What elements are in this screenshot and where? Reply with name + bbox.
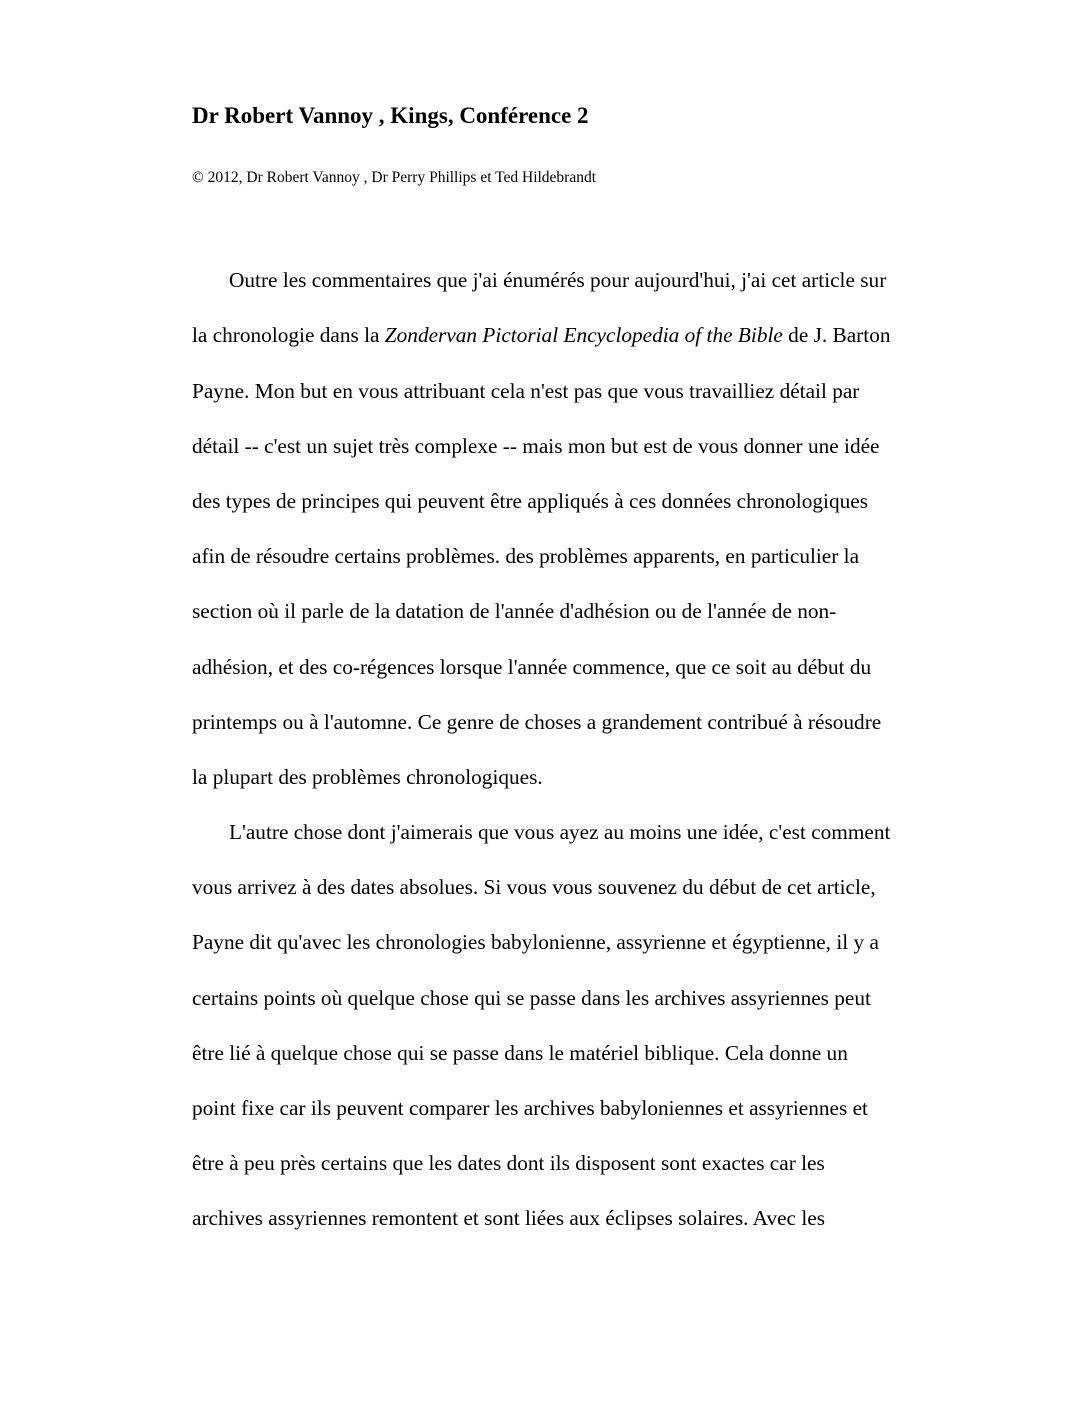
text-line: point fixe car ils peuvent comparer les archives babyloniennes et assyriennes et — [192, 1096, 868, 1120]
text-line: Payne. Mon but en vous attribuant cela n'est pas que vous travailliez détail par — [192, 379, 860, 403]
text-line: adhésion, et des co-régences lorsque l'année commence, que ce soit au début du — [192, 655, 872, 679]
text-line: être lié à quelque chose qui se passe dans le matériel biblique. Cela donne un — [192, 1041, 848, 1065]
text-line: certains points où quelque chose qui se passe dans les archives assyriennes peut — [192, 986, 871, 1010]
text-line — [192, 320, 891, 350]
text-line: des types de principes qui peuvent être appliqués à ces données chronologiques — [192, 489, 868, 513]
text-line: Outre les commentaires que j'ai énumérés pour aujourd'hui, j'ai cet article sur — [229, 268, 887, 292]
text-line: afin de résoudre certains problèmes. des problèmes apparents, en particulier la — [192, 544, 860, 568]
text-line: printemps ou à l'automne. Ce genre de choses a grandement contribué à résoudre — [192, 710, 882, 734]
text-line: L'autre chose dont j'aimerais que vous ayez au moins une idée, c'est comment — [229, 820, 891, 844]
text-line: section où il parle de la datation de l'année d'adhésion ou de l'année de non- — [192, 599, 837, 623]
text-line: archives assyriennes remontent et sont liées aux éclipses solaires. Avec les — [192, 1206, 825, 1230]
text-line: être à peu près certains que les dates dont ils disposent sont exactes car les — [192, 1151, 825, 1175]
text-line: la plupart des problèmes chronologiques. — [192, 765, 543, 789]
book-title: Zondervan Pictorial Encyclopedia of the Bible — [384, 323, 783, 347]
text-segment: de J. Barton — [782, 323, 891, 347]
text-line: détail -- c'est un sujet très complexe -- mais mon but est de vous donner une idée — [192, 434, 880, 458]
text-line: vous arrivez à des dates absolues. Si vous vous souvenez du début de cet article, — [192, 875, 876, 899]
text-line: Payne dit qu'avec les chronologies babylonienne, assyrienne et égyptienne, il y a — [192, 930, 879, 954]
document-title: Dr Robert Vannoy , Kings, Conférence 2 — [192, 103, 589, 128]
copyright-line: © 2012, Dr Robert Vannoy , Dr Perry Phillips et Ted Hildebrandt — [192, 169, 597, 186]
text-segment: la chronologie dans la — [192, 323, 385, 347]
